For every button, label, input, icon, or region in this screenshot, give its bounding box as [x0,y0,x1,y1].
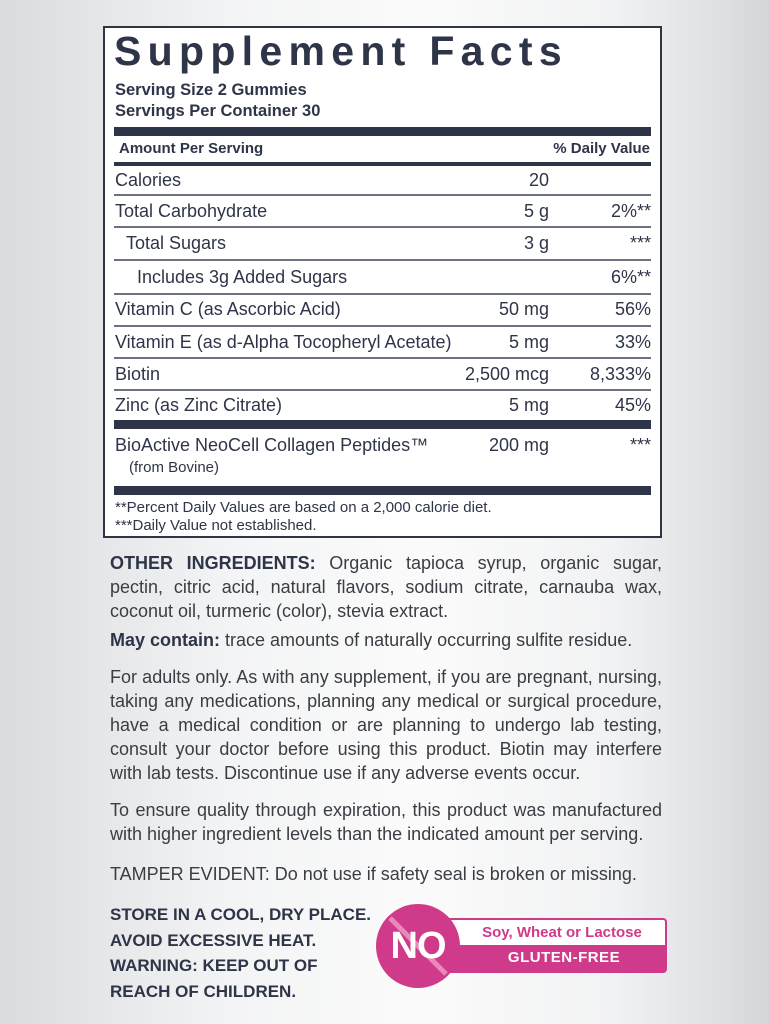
storage-line: REACH OF CHILDREN. [110,981,297,1001]
warning-text: For adults only. As with any supplement, if you are pregnant, nursing, taking any medications, planning any medical or surgical procedure, have a medical condition or are planning to undergo lab testing, consult your doctor before using this product. Biotin may interfere with lab tests. Discontinue use if any adverse events occur. [110,667,662,783]
row-divider [114,226,651,228]
storage-line: AVOID EXCESSIVE HEAT. [110,930,317,950]
nutrient-name: BioActive NeoCell Collagen Peptides™ [115,435,429,455]
nutrient-name: Total Carbohydrate [115,201,268,221]
nutrient-amount: 5 g [523,201,549,221]
tamper-text: TAMPER EVIDENT: Do not use if safety seal is broken or missing. [110,864,637,884]
no-badge-text: NO [390,925,446,967]
nutrient-name: Zinc (as Zinc Citrate) [115,395,283,415]
serving-size: Serving Size 2 Gummies [115,81,307,99]
footnote: ***Daily Value not established. [115,517,317,534]
nutrient-dv: 56% [614,299,651,319]
nutrient-dv: 6%** [610,267,651,287]
nutrient-dv: *** [629,233,651,253]
nutrient-amount: 200 mg [488,435,549,455]
storage-line: WARNING: KEEP OUT OF [110,956,318,975]
may-contain [110,628,662,652]
row-divider [114,357,651,359]
quality-text: To ensure quality through expiration, this product was manufactured with higher ingredient levels than the indicated amount per serving. [110,800,662,844]
nutrient-dv: 45% [614,395,651,415]
thick-divider [114,127,651,136]
thick-divider [114,420,651,429]
panel-title: Supplement Facts [114,28,568,74]
servings-per-container: Servings Per Container 30 [115,102,321,120]
row-divider [114,194,651,196]
nutrient-source: (from Bovine) [129,459,220,476]
nutrient-name: Calories [115,170,182,190]
row-divider [114,293,651,295]
nutrient-amount: 3 g [523,233,549,253]
nutrient-dv: 8,333% [589,364,651,384]
nutrient-name: Vitamin E (as d-Alpha Tocopheryl Acetate) [115,332,452,352]
nutrient-amount: 5 mg [508,332,549,352]
thick-divider [114,486,651,495]
no-badge-circle [376,904,460,988]
allergen-free-text: Soy, Wheat or Lactose [482,924,642,941]
row-divider [114,259,651,261]
nutrient-amount: 5 mg [508,395,549,415]
may-contain-label: May contain: [110,630,221,650]
allergen-badge-box [449,918,667,973]
nutrient-name: Includes 3g Added Sugars [137,267,348,287]
supplement-facts-panel [103,26,662,538]
nutrient-amount: 20 [528,170,549,190]
other-ingredients [110,551,662,623]
nutrient-amount: 50 mg [498,299,549,319]
row-divider [114,325,651,327]
other-ingredients-label: OTHER INGREDIENTS: [110,553,316,573]
nutrient-name: Total Sugars [126,233,227,253]
amount-per-serving-header: Amount Per Serving [119,140,264,157]
nutrient-dv: 33% [614,332,651,352]
may-contain-text: trace amounts of naturally occurring sulfite residue. [225,630,633,650]
nutrient-dv: *** [629,435,651,455]
nutrient-amount: 2,500 mcg [464,364,549,384]
gluten-free-text: GLUTEN-FREE [451,945,665,971]
daily-value-header: % Daily Value [553,140,650,157]
other-ingredients-text: Organic tapioca syrup, organic sugar, pectin, citric acid, natural flavors, sodium citrate, carnauba wax, coconut oil, turmeric (color), stevia extract. [110,553,662,621]
row-divider [114,389,651,391]
nutrient-name: Vitamin C (as Ascorbic Acid) [115,299,341,319]
header-divider [114,162,651,166]
footnote: **Percent Daily Values are based on a 2,000 calorie diet. [115,499,492,516]
storage-warning [110,902,371,1004]
storage-line: STORE IN A COOL, DRY PLACE. [110,905,372,924]
nutrient-dv: 2%** [610,201,651,221]
nutrient-name: Biotin [115,364,161,384]
